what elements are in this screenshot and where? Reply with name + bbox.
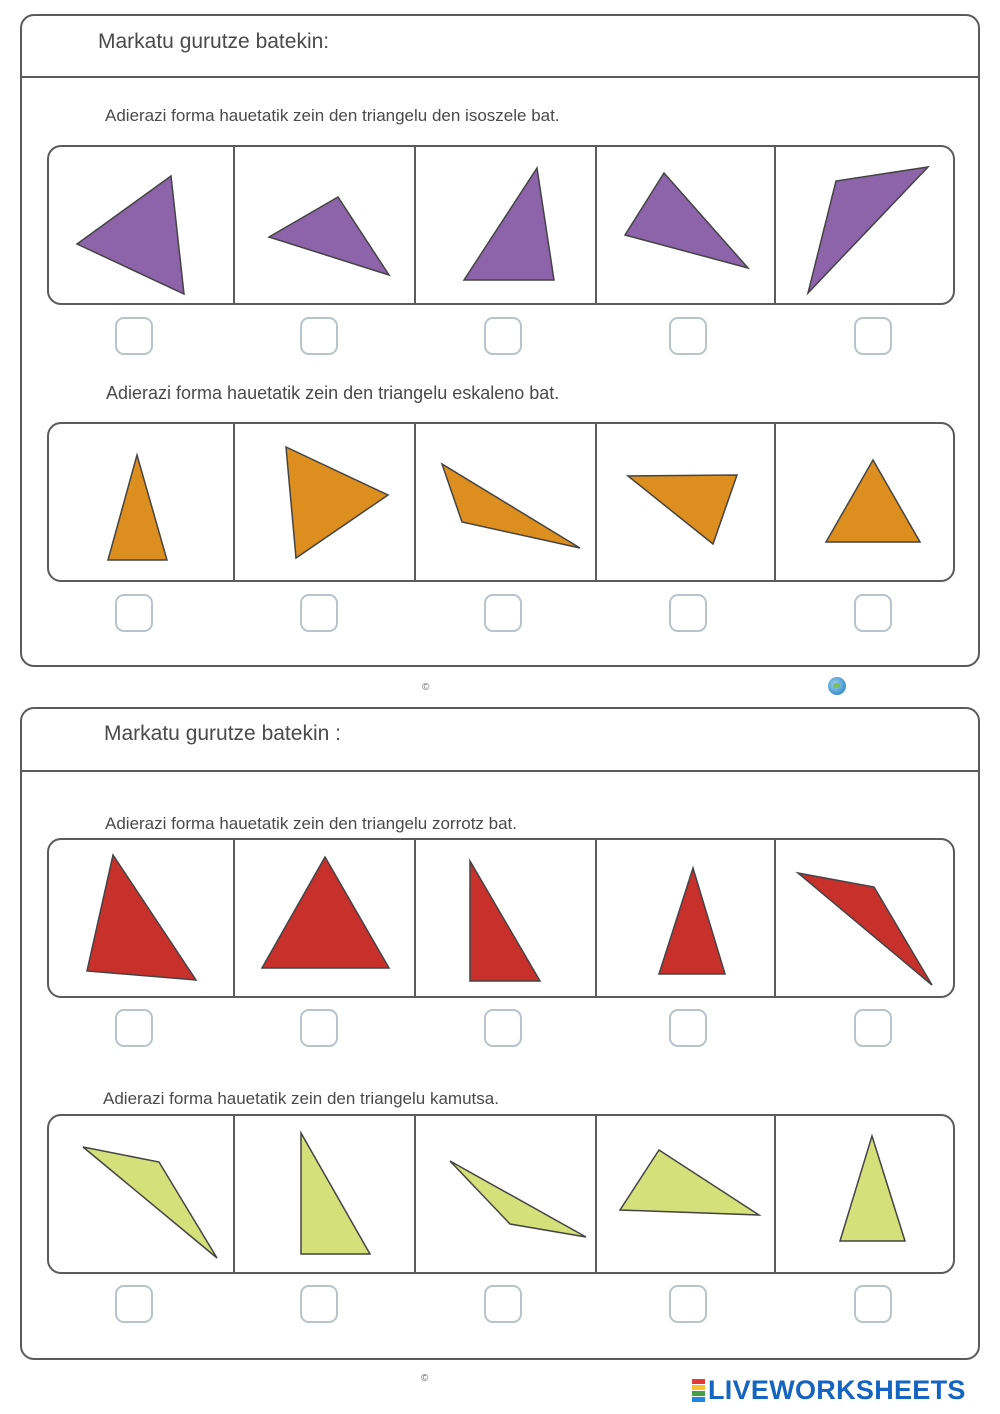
- orange-triangle-1: [49, 424, 233, 582]
- shape-cell: [595, 147, 774, 303]
- shape-row-isosceles: [47, 145, 955, 305]
- question-text-obtuse: Adierazi forma hauetatik zein den triangelu kamutsa.: [103, 1089, 499, 1108]
- shape-cell: [774, 424, 955, 580]
- shape-cell: [49, 840, 233, 996]
- purple-triangle-1: [49, 147, 233, 305]
- shape-cell: [233, 1116, 414, 1272]
- shape-cell: [774, 1116, 955, 1272]
- answer-checkbox-obtuse-1[interactable]: [115, 1285, 153, 1323]
- shape-cell: [414, 1116, 595, 1272]
- answer-checkbox-obtuse-3[interactable]: [484, 1285, 522, 1323]
- red-triangle-2: [235, 840, 416, 998]
- shape-cell: [595, 1116, 774, 1272]
- yellow-green-triangle-1: [49, 1116, 233, 1274]
- red-triangle-4: [597, 840, 776, 998]
- shape-row-scalene: [47, 422, 955, 582]
- copyright-mark: ©: [422, 682, 430, 693]
- shape-cell: [414, 424, 595, 580]
- answer-checkbox-obtuse-4[interactable]: [669, 1285, 707, 1323]
- yellow-green-triangle-3: [416, 1116, 597, 1274]
- shape-cell: [49, 424, 233, 580]
- orange-triangle-4: [597, 424, 776, 582]
- answer-checkbox-acute-3[interactable]: [484, 1009, 522, 1047]
- purple-triangle-2: [235, 147, 416, 305]
- logo-color-bars-icon: [692, 1379, 705, 1402]
- answer-checkbox-isosceles-5[interactable]: [854, 317, 892, 355]
- answer-checkbox-acute-5[interactable]: [854, 1009, 892, 1047]
- question-text-isosceles: Adierazi forma hauetatik zein den triangelu den isoszele bat.: [105, 106, 560, 125]
- answer-checkbox-acute-4[interactable]: [669, 1009, 707, 1047]
- yellow-green-triangle-2: [235, 1116, 416, 1274]
- question-text-scalene: Adierazi forma hauetatik zein den triangelu eskaleno bat.: [106, 383, 560, 403]
- orange-triangle-3: [416, 424, 597, 582]
- liveworksheets-logo: [692, 1376, 966, 1404]
- shape-cell: [49, 1116, 233, 1272]
- purple-triangle-5: [776, 147, 955, 305]
- question-text-acute: Adierazi forma hauetatik zein den triangelu zorrotz bat.: [105, 814, 518, 833]
- orange-triangle-5: [776, 424, 955, 582]
- answer-checkbox-isosceles-1[interactable]: [115, 317, 153, 355]
- logo-text: LIVEWORKSHEETS: [708, 1375, 966, 1405]
- answer-checkbox-scalene-4[interactable]: [669, 594, 707, 632]
- shape-cell: [233, 424, 414, 580]
- shape-cell: [233, 840, 414, 996]
- shape-row-acute: [47, 838, 955, 998]
- answer-checkbox-acute-1[interactable]: [115, 1009, 153, 1047]
- globe-icon: [828, 677, 846, 695]
- shape-cell: [233, 147, 414, 303]
- section-title-1: Markatu gurutze batekin:: [98, 30, 330, 53]
- answer-checkbox-obtuse-5[interactable]: [854, 1285, 892, 1323]
- red-triangle-1: [49, 840, 233, 998]
- shape-cell: [49, 147, 233, 303]
- answer-checkbox-isosceles-3[interactable]: [484, 317, 522, 355]
- red-triangle-3: [416, 840, 597, 998]
- shape-cell: [414, 147, 595, 303]
- shape-cell: [595, 840, 774, 996]
- shape-cell: [414, 840, 595, 996]
- answer-checkbox-scalene-5[interactable]: [854, 594, 892, 632]
- purple-triangle-4: [597, 147, 776, 305]
- answer-checkbox-isosceles-2[interactable]: [300, 317, 338, 355]
- shape-cell: [595, 424, 774, 580]
- yellow-green-triangle-4: [597, 1116, 776, 1274]
- shape-cell: [774, 840, 955, 996]
- answer-checkbox-scalene-3[interactable]: [484, 594, 522, 632]
- red-triangle-5: [776, 840, 955, 998]
- answer-checkbox-acute-2[interactable]: [300, 1009, 338, 1047]
- shape-row-obtuse: [47, 1114, 955, 1274]
- purple-triangle-3: [416, 147, 597, 305]
- shape-cell: [774, 147, 955, 303]
- answer-checkbox-isosceles-4[interactable]: [669, 317, 707, 355]
- section-title-2: Markatu gurutze batekin :: [104, 722, 341, 745]
- yellow-green-triangle-5: [776, 1116, 955, 1274]
- answer-checkbox-obtuse-2[interactable]: [300, 1285, 338, 1323]
- copyright-mark-2: ©: [421, 1373, 429, 1384]
- answer-checkbox-scalene-2[interactable]: [300, 594, 338, 632]
- answer-checkbox-scalene-1[interactable]: [115, 594, 153, 632]
- orange-triangle-2: [235, 424, 416, 582]
